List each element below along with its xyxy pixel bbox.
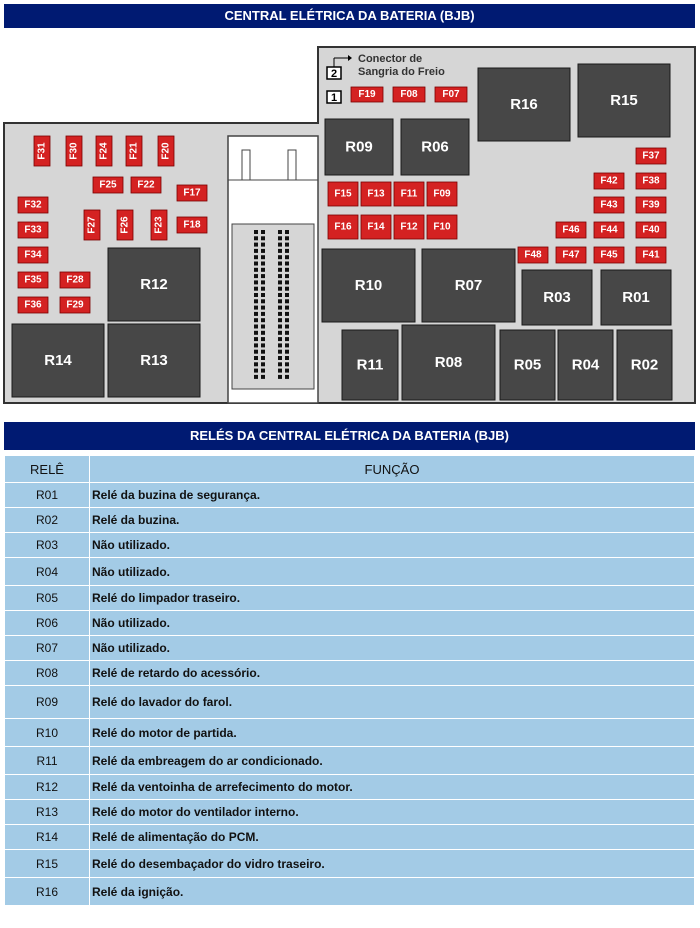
central-connector [228, 136, 318, 403]
fuse-f20 [158, 136, 174, 166]
fuse-f38 [636, 173, 666, 189]
relay-function-cell: Relé do limpador traseiro. [90, 586, 695, 611]
connector-pin [261, 280, 265, 284]
fuse-f17 [177, 185, 207, 201]
fuse-label: F25 [99, 179, 117, 191]
fuse-f19 [351, 87, 383, 102]
connector-pin [285, 287, 289, 291]
connector-pin [285, 375, 289, 379]
connector-pin [278, 280, 282, 284]
relay-r09 [325, 119, 393, 175]
connector-pin [285, 362, 289, 366]
connector-pin [254, 230, 258, 234]
relay-function-cell: Relé da ignição. [90, 878, 695, 906]
relay-r11 [342, 330, 398, 400]
relay-id-cell: R02 [5, 508, 90, 533]
fuse-label: F48 [524, 249, 542, 261]
fuse-label: F36 [24, 299, 42, 311]
connector-pin [278, 369, 282, 373]
table-row [5, 661, 695, 686]
fuse-label: F31 [36, 142, 48, 160]
relay-label: R09 [345, 138, 373, 156]
fuse-f39 [636, 197, 666, 213]
fuse-label: F38 [642, 175, 660, 187]
relay-label: R10 [354, 277, 383, 294]
relay-function-cell: Não utilizado. [90, 558, 695, 586]
fuse-label: F24 [98, 142, 110, 160]
relay-id-cell: R11 [5, 747, 90, 775]
fuse-f25 [93, 177, 123, 193]
relay-function-cell: Relé do desembaçador do vidro traseiro. [90, 850, 695, 878]
fuse-f35 [18, 272, 48, 288]
table-row [5, 533, 695, 558]
relay-function-cell: Relé do lavador do farol. [90, 686, 695, 719]
fuse-f37 [636, 148, 666, 164]
connector-label-line1: Conector de [358, 53, 423, 65]
connector-pin [254, 287, 258, 291]
relay-id-cell: R10 [5, 719, 90, 747]
relay-label: R08 [434, 354, 463, 371]
fuse-f29 [60, 297, 90, 313]
fuse-label: F21 [128, 142, 140, 160]
fuse-f31 [34, 136, 50, 166]
fuse-f13 [361, 182, 391, 206]
fuse-label: F17 [183, 187, 201, 199]
connector-pin [254, 375, 258, 379]
fuse-f28 [60, 272, 90, 288]
fuse-label: F33 [24, 224, 42, 236]
relay-label: R05 [513, 356, 542, 374]
fuse-label: F14 [367, 221, 385, 233]
connector-pin [254, 362, 258, 366]
relay-id-cell: R03 [5, 533, 90, 558]
fuse-f41 [636, 247, 666, 263]
connector-pin [261, 299, 265, 303]
connector-pin [278, 337, 282, 341]
relay-id-cell: R07 [5, 636, 90, 661]
relay-function-cell: Relé de alimentação do PCM. [90, 825, 695, 850]
fuse-box-diagram [0, 32, 700, 420]
connector-pin [278, 306, 282, 310]
connector-pin [278, 236, 282, 240]
fuse-f21 [126, 136, 142, 166]
fuse-label: F26 [119, 216, 131, 234]
fuse-f36 [18, 297, 48, 313]
connector-pin [278, 362, 282, 366]
connector-pin [285, 369, 289, 373]
relay-r13 [108, 324, 200, 397]
connector-pin [278, 312, 282, 316]
connector-pin [285, 331, 289, 335]
fuse-f33 [18, 222, 48, 238]
fuse-label: F12 [400, 221, 418, 233]
fuse-f30 [66, 136, 82, 166]
connector-pin [278, 318, 282, 322]
relay-label: R03 [543, 289, 571, 306]
connector-pin [285, 356, 289, 360]
relay-function-cell: Relé da embreagem do ar condicionado. [90, 747, 695, 775]
relay-id-cell: R14 [5, 825, 90, 850]
connector-pin [285, 243, 289, 247]
fuse-label: F46 [562, 224, 580, 236]
relay-label: R14 [44, 352, 72, 369]
connector-pin [254, 337, 258, 341]
fuse-label: F22 [137, 179, 155, 191]
connector-pin [285, 262, 289, 266]
relay-label: R02 [630, 356, 659, 374]
connector-pin [278, 262, 282, 266]
fuse-label: F41 [642, 249, 660, 261]
relay-label: R12 [140, 276, 168, 293]
relay-function-cell: Não utilizado. [90, 533, 695, 558]
fuse-f40 [636, 222, 666, 238]
fuse-label: F07 [442, 89, 460, 100]
relay-label: R01 [622, 289, 650, 306]
fuse-label: F13 [367, 188, 385, 200]
relay-function-cell: Relé do motor do ventilador interno. [90, 800, 695, 825]
connector-pin [285, 306, 289, 310]
connector-pin [278, 255, 282, 259]
connector-pin [278, 375, 282, 379]
connector-pin [285, 249, 289, 253]
table-row [5, 775, 695, 800]
connector-pin [278, 343, 282, 347]
fuse-label: F43 [600, 199, 618, 211]
fuse-label: F18 [183, 219, 201, 231]
connector-pin [261, 268, 265, 272]
connector-pin [285, 343, 289, 347]
fuse-f10 [427, 215, 457, 239]
connector-pin [278, 230, 282, 234]
fuse-label: F34 [24, 249, 42, 261]
relay-r03 [522, 270, 592, 325]
relay-id-cell: R05 [5, 586, 90, 611]
fuse-label: F29 [66, 299, 84, 311]
table-header-row [5, 456, 695, 483]
relay-r16 [478, 68, 570, 141]
fuse-f43 [594, 197, 624, 213]
fuse-f18 [177, 217, 207, 233]
fuse-f24 [96, 136, 112, 166]
relay-id-cell: R15 [5, 850, 90, 878]
relay-function-cell: Relé de retardo do acessório. [90, 661, 695, 686]
relay-function-cell: Relé do motor de partida. [90, 719, 695, 747]
connector-pin [285, 293, 289, 297]
fuse-label: F45 [600, 249, 618, 261]
connector-pin [285, 230, 289, 234]
connector-pin [254, 274, 258, 278]
relay-id-cell: R16 [5, 878, 90, 906]
connector-pin [278, 325, 282, 329]
connector-pin [261, 230, 265, 234]
relay-id-cell: R09 [5, 686, 90, 719]
fuse-f23 [151, 210, 167, 240]
connector-pin [261, 362, 265, 366]
fuse-f09 [427, 182, 457, 206]
fuse-f22 [131, 177, 161, 193]
relay-table [4, 455, 695, 906]
fuse-label: F15 [334, 188, 352, 200]
relay-r15 [578, 64, 670, 137]
relay-function-cell: Não utilizado. [90, 611, 695, 636]
relay-function-cell: Relé da buzina de segurança. [90, 483, 695, 508]
relay-r08 [402, 325, 495, 400]
fuse-label: F47 [562, 249, 580, 261]
relay-function-cell: Relé da buzina. [90, 508, 695, 533]
connector-pin [285, 274, 289, 278]
relay-label: R06 [421, 138, 449, 156]
connector-pin [261, 331, 265, 335]
connector-pin [261, 255, 265, 259]
connector-pin [254, 299, 258, 303]
connector-pin [254, 325, 258, 329]
fuse-f14 [361, 215, 391, 239]
connector-pin [278, 287, 282, 291]
connector-pin [285, 268, 289, 272]
connector-pin [278, 350, 282, 354]
relay-r05 [500, 330, 555, 400]
connector-pin [278, 299, 282, 303]
relay-r10 [322, 249, 415, 322]
connector-pin [261, 375, 265, 379]
relay-id-cell: R13 [5, 800, 90, 825]
relay-r07 [422, 249, 515, 322]
fuse-label: F35 [24, 274, 42, 286]
relay-r02 [617, 330, 672, 400]
fuse-f32 [18, 197, 48, 213]
fuse-label: F39 [642, 199, 660, 211]
fuse-f15 [328, 182, 358, 206]
connector-pin [278, 274, 282, 278]
fuse-label: F44 [600, 224, 618, 236]
connector-pin [261, 325, 265, 329]
connector-pin [278, 243, 282, 247]
connector-pin [285, 312, 289, 316]
diagram-title: CENTRAL ELÉTRICA DA BATERIA (BJB) [4, 4, 695, 28]
table-row [5, 611, 695, 636]
fuse-f07 [435, 87, 467, 102]
relay-function-cell: Não utilizado. [90, 636, 695, 661]
connector-pin [261, 369, 265, 373]
fuse-f42 [594, 173, 624, 189]
connector-pin [261, 262, 265, 266]
fuse-f16 [328, 215, 358, 239]
fuse-f12 [394, 215, 424, 239]
fuse-label: F10 [433, 221, 451, 233]
connector-pin [254, 312, 258, 316]
relay-id-cell: R12 [5, 775, 90, 800]
connector-pin [285, 236, 289, 240]
connector-pin [261, 293, 265, 297]
connector-pin [254, 268, 258, 272]
fuse-label: F37 [642, 150, 660, 162]
table-row [5, 719, 695, 747]
relay-function-cell: Relé da ventoinha de arrefecimento do motor. [90, 775, 695, 800]
connector-pin [254, 236, 258, 240]
connector-pin [254, 350, 258, 354]
connector-pin [254, 306, 258, 310]
fuse-label: F42 [600, 175, 618, 187]
table-row [5, 586, 695, 611]
table-row [5, 686, 695, 719]
connector-pin [261, 356, 265, 360]
connector-pin [254, 369, 258, 373]
connector-pin [261, 287, 265, 291]
relay-label: R04 [571, 356, 600, 374]
relay-id-cell: R06 [5, 611, 90, 636]
fuse-f46 [556, 222, 586, 238]
relay-label: R16 [510, 96, 538, 113]
header-funcao: FUNÇÃO [90, 456, 695, 483]
connector-pin [278, 249, 282, 253]
connector-pin [254, 280, 258, 284]
connector-pin [261, 274, 265, 278]
connector-pin-2: 2 [330, 68, 338, 80]
connector-pin [254, 343, 258, 347]
table-row [5, 508, 695, 533]
connector-pin [254, 249, 258, 253]
connector-pin [261, 236, 265, 240]
connector-pin [254, 262, 258, 266]
connector-pin [285, 350, 289, 354]
relay-r04 [558, 330, 613, 400]
relay-label: R13 [140, 352, 168, 369]
connector-pin [261, 350, 265, 354]
fuse-label: F30 [68, 142, 80, 160]
connector-pin [254, 293, 258, 297]
fuse-f34 [18, 247, 48, 263]
fuse-label: F23 [153, 216, 165, 234]
connector-pin [254, 318, 258, 322]
connector-pin [261, 318, 265, 322]
fuse-label: F11 [400, 188, 418, 200]
connector-pin [261, 337, 265, 341]
connector-pin [285, 255, 289, 259]
fuse-label: F28 [66, 274, 84, 286]
table-row [5, 747, 695, 775]
connector-pin [261, 243, 265, 247]
fuse-f11 [394, 182, 424, 206]
relay-r12 [108, 248, 200, 321]
relay-id-cell: R08 [5, 661, 90, 686]
connector-pin [261, 343, 265, 347]
connector-pin [278, 293, 282, 297]
connector-pin [278, 356, 282, 360]
connector-label-line2: Sangria do Freio [358, 66, 445, 78]
relay-label: R15 [610, 92, 638, 109]
fuse-label: F40 [642, 224, 660, 236]
header-rele: RELÊ [5, 456, 90, 483]
fuse-label: F20 [160, 142, 172, 160]
relay-label: R11 [356, 356, 384, 374]
fuse-f47 [556, 247, 586, 263]
fuse-label: F27 [86, 216, 98, 234]
table-title: RELÉS DA CENTRAL ELÉTRICA DA BATERIA (BJB) [4, 422, 695, 450]
fuse-label: F32 [24, 199, 42, 211]
fuse-f45 [594, 247, 624, 263]
fuse-label: F19 [358, 89, 376, 100]
table-row [5, 800, 695, 825]
connector-pin [254, 356, 258, 360]
connector-pin [285, 325, 289, 329]
connector-pin [285, 337, 289, 341]
connector-pin [285, 280, 289, 284]
connector-pin [261, 306, 265, 310]
table-row [5, 636, 695, 661]
connector-pin [278, 268, 282, 272]
relay-label: R07 [454, 277, 483, 294]
fuse-f08 [393, 87, 425, 102]
relay-id-cell: R01 [5, 483, 90, 508]
connector-pin [254, 255, 258, 259]
relay-r14 [12, 324, 104, 397]
fuse-label: F08 [400, 89, 418, 100]
fuse-label: F09 [433, 188, 451, 200]
table-row [5, 825, 695, 850]
table-row [5, 878, 695, 906]
connector-pin [285, 318, 289, 322]
table-row [5, 483, 695, 508]
connector-pin [261, 249, 265, 253]
connector-pin [254, 331, 258, 335]
relay-r01 [601, 270, 671, 325]
table-row [5, 558, 695, 586]
fuse-f44 [594, 222, 624, 238]
fuse-f48 [518, 247, 548, 263]
fuse-f26 [117, 210, 133, 240]
relay-r06 [401, 119, 469, 175]
connector-pin [278, 331, 282, 335]
connector-pin-1: 1 [330, 92, 338, 104]
fuse-label: F16 [334, 221, 352, 233]
table-row [5, 850, 695, 878]
connector-pin [261, 312, 265, 316]
relay-id-cell: R04 [5, 558, 90, 586]
connector-pin [254, 243, 258, 247]
fuse-f27 [84, 210, 100, 240]
connector-pin [285, 299, 289, 303]
